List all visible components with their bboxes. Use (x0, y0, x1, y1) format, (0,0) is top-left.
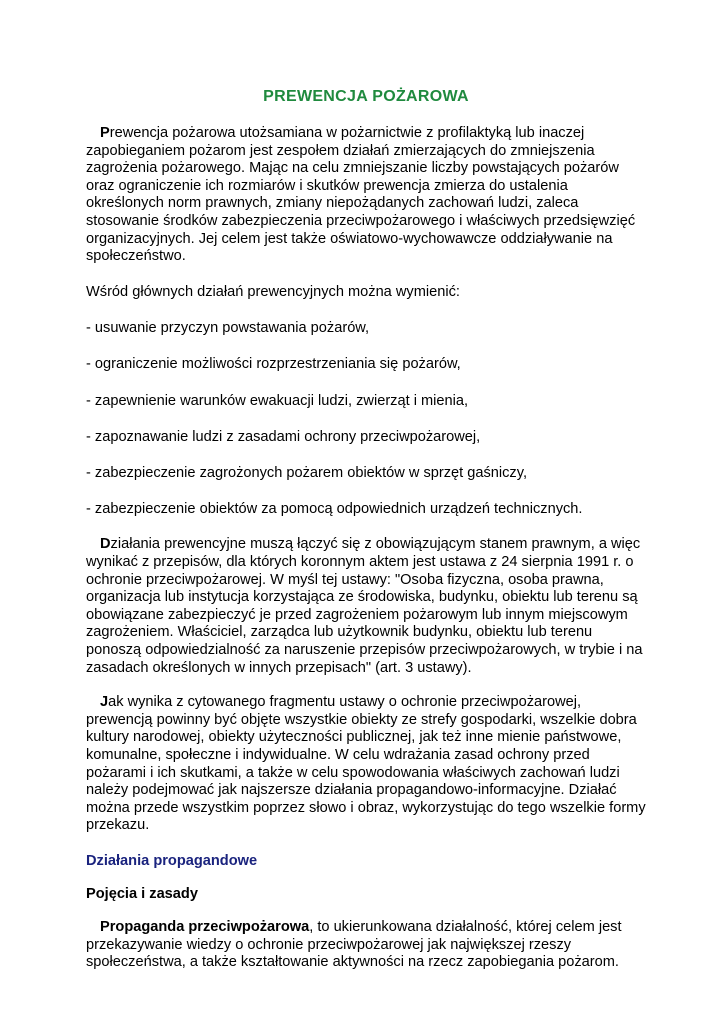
document-page (86, 88, 646, 972)
drop-lead-letter: P (100, 125, 110, 141)
legal-paragraph (86, 536, 646, 677)
list-intro: Wśród głównych działań prewencyjnych można wymienić: (86, 283, 460, 300)
scope-text: ak wynika z cytowanego fragmentu ustawy o ochronie przeciwpożarowej, prewencją powinny być objęte wszystkie obiekty ze strefy gospodarki, wszelkie dobra kultury narodowej, obiekty użyteczności publicznej, jak też inne mienie państwowe, komunalne, społeczne i indywidualne. W celu wdrażania zasad ochrony przed pożarami i ich skutkami, a także w celu spowodowania właściwych zachowań ludzi należy podejmować jak najszersze działania propagandowo-informacyjne. Działać można przede wszystkim poprzez słowo i obraz, wykorzystując do tego wszelkie formy przekazu. (86, 694, 646, 834)
list-item: - zabezpieczenie zagrożonych pożarem obiektów w sprzęt gaśniczy, (86, 464, 527, 481)
drop-lead-letter: J (100, 694, 109, 711)
list-item: - zabezpieczenie obiektów za pomocą odpowiednich urządzeń technicznych. (86, 500, 583, 517)
sub-heading: Pojęcia i zasady (86, 885, 198, 902)
drop-lead-letter: D (100, 536, 111, 553)
page-title: PREWENCJA POŻAROWA (263, 88, 469, 105)
definition-paragraph (86, 919, 646, 972)
definition-text: , to ukierunkowana działalność, której celem jest przekazywanie wiedzy o ochronie przeciwpożarowej jak największej rzeszy społeczeństwa, a także kształtowanie aktywności na rzecz zapobiegania pożarom. (86, 918, 622, 971)
section-heading: Działania propagandowe (86, 852, 258, 869)
definition-term: Propaganda przeciwpożarowa (100, 918, 310, 935)
list-item: - ograniczenie możliwości rozprzestrzeniania się pożarów, (86, 356, 461, 373)
list-item: - zapoznawanie ludzi z zasadami ochrony przeciwpożarowej, (86, 428, 481, 445)
scope-paragraph (86, 694, 646, 835)
intro-paragraph (86, 125, 646, 266)
legal-text: ziałania prewencyjne muszą łączyć się z obowiązującym stanem prawnym, a więc wynikać z przepisów, dla których koronnym aktem jest ustawa z 24 sierpnia 1991 r. o ochronie przeciwpożarowej. W myśl tej ustawy: "Osoba fizyczna, osoba prawna, organizacja lub instytucja korzystająca ze środowiska, budynku, obiektu lub terenu są obowiązane zabezpieczyć je przed zagrożeniem pożarowym lub innym miejscowym zagrożeniem. Właściciel, zarządca lub użytkownik budynku, obiektu lub terenu ponoszą odpowiedzialność za naruszenie przepisów przeciwpożarowych, w trybie i na zasadach określonych w innych przepisach" (art. 3 ustawy). (86, 536, 643, 676)
list-item: - zapewnienie warunków ewakuacji ludzi, zwierząt i mienia, (86, 392, 469, 409)
intro-text: rewencja pożarowa utożsamiana w pożarnictwie z profilaktyką lub inaczej zapobieganiem pożarom jest zespołem działań zmierzających do zmniejszenia zagrożenia pożarowego. Mając na celu zmniejszanie liczby powstających pożarów oraz ograniczenie ich rozmiarów i skutków prewencja zmierza do ustalenia określonych norm prawnych, zmiany niepożądanych zachowań ludzi, zaleca stosowanie środków zabezpieczenia przeciwpożarowego i właściwych przedsięwzięć organizacyjnych. Jej celem jest także oświatowo-wychowawcze oddziaływanie na społeczeństwo. (86, 125, 636, 265)
list-item: - usuwanie przyczyn powstawania pożarów, (86, 320, 370, 337)
